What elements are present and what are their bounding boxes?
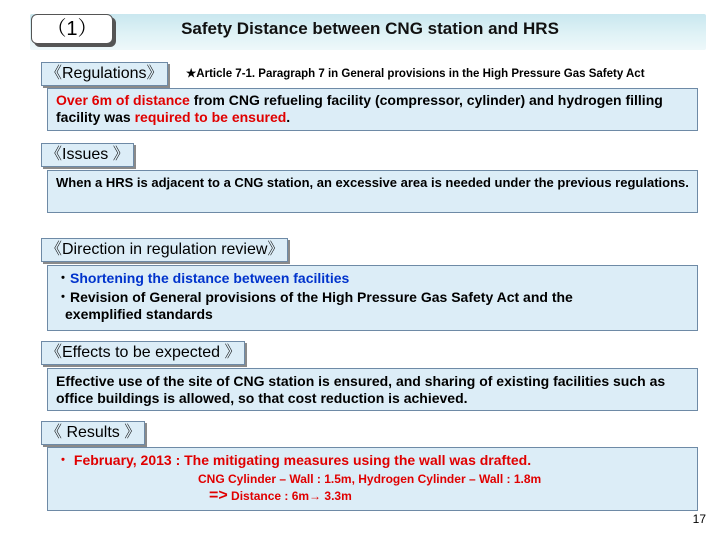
regulations-note: ★Article 7-1. Paragraph 7 in General provisions in the High Pressure Gas Safety Act [186, 68, 645, 80]
results-line-3-text: Distance : 6m→ 3.3m [231, 489, 352, 503]
direction-item-1-a: Shortening the distance [70, 270, 234, 286]
arrow-icon: => [209, 487, 228, 504]
direction-label: 《Direction in regulation review》 [41, 238, 288, 262]
results-line-3 [56, 487, 689, 505]
results-line-1 [56, 452, 689, 469]
bullet: ・ [56, 452, 70, 468]
page-number: 17 [692, 512, 706, 526]
issues-text: When a HRS is adjacent to a CNG station, an excessive area is needed under the previous regulations. [56, 175, 689, 190]
effects-label: 《Effects to be expected 》 [41, 341, 245, 365]
direction-item-1 [56, 270, 689, 287]
results-label: 《 Results 》 [41, 421, 145, 445]
regulations-text-emphasis-2: required to be ensured [134, 109, 287, 125]
effects-box [47, 368, 698, 411]
page-title: Safety Distance between CNG station and HRS [181, 19, 559, 38]
direction-item-2-cont: exemplified standards [65, 306, 213, 322]
regulations-label: 《Regulations》 [41, 62, 168, 86]
regulations-text [56, 92, 689, 126]
regulations-text-end: . [286, 109, 291, 125]
direction-box [47, 265, 698, 331]
results-line-1-text: February, 2013 : The mitigating measures using the wall was drafted. [73, 452, 532, 468]
direction-item-2: ・Revision of General provisions of the High Pressure Gas Safety Act and the [56, 289, 573, 305]
regulations-text-body: from CNG refueling facility (compressor, cylinder) and hydrogen filling facility was [56, 92, 663, 125]
bullet: ・ [56, 270, 70, 286]
issues-label: 《Issues 》 [41, 143, 134, 167]
results-box [47, 447, 698, 511]
results-line-2: CNG Cylinder – Wall : 1.5m, Hydrogen Cylinder – Wall : 1.8m [198, 472, 542, 486]
direction-item-1-b: between facilities [233, 270, 350, 286]
effects-text: Effective use of the site of CNG station is ensured, and sharing of existing facilities such as office buildings is allowed, so that cost reduction is achieved. [56, 373, 666, 406]
regulations-text-emphasis-1: Over 6m of distance [56, 92, 190, 108]
issues-box [47, 170, 698, 213]
regulations-box [47, 88, 698, 131]
section-number: （1） [31, 14, 113, 44]
